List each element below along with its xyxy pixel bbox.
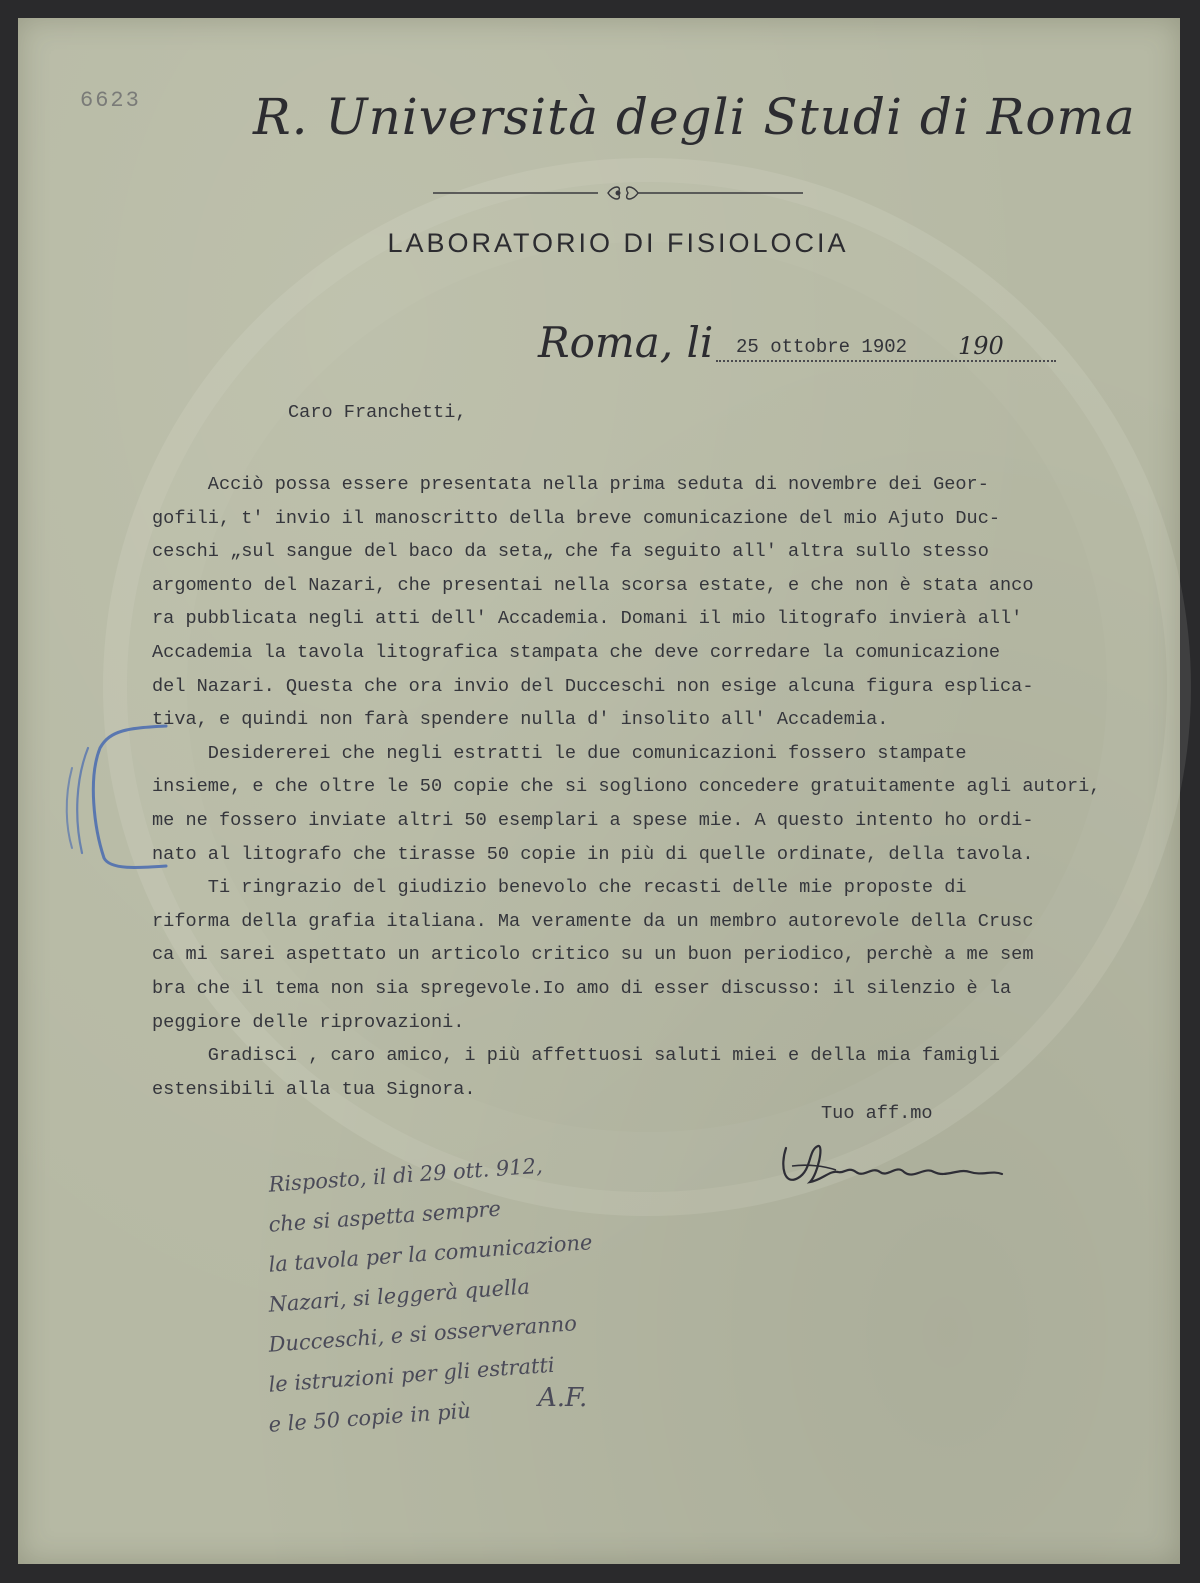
letter-line: Ti ringrazio del giudizio benevolo che recasti delle mie proposte di — [152, 877, 967, 899]
letter-line: peggiore delle riprovazioni. — [152, 1011, 465, 1033]
annotation-initials: A.F. — [538, 1383, 588, 1413]
letter-line: tiva, e quindi non farà spendere nulla d' insolito all' Accademia. — [152, 709, 889, 731]
date-rule — [716, 360, 1056, 362]
letter-line: Accademia la tavola litografica stampata che deve corredare la comunicazione — [152, 641, 1001, 663]
annotation-line: e le 50 copie in più — [267, 1398, 472, 1437]
letterhead-ornament — [433, 183, 803, 203]
printed-year-suffix: 190 — [958, 332, 1004, 360]
dateline-place: Roma, li — [538, 318, 714, 367]
annotation-line: Nazari, si leggerà quella — [267, 1274, 531, 1317]
letter-line: argomento del Nazari, che presentai nella scorsa estate, e che non è stata anco — [152, 574, 1034, 596]
dateline — [538, 318, 1068, 368]
letter-line: ca mi sarei aspettato un articolo critico su un buon periodico, perchè a me sem — [152, 944, 1034, 966]
handwritten-annotation — [267, 1148, 748, 1437]
annotation-line: le istruzioni per gli estratti — [267, 1352, 556, 1397]
letter-line: nato al litografo che tirasse 50 copie in più di quelle ordinate, della tavola. — [152, 843, 1034, 865]
letter-line: Gradisci , caro amico, i più affettuosi saluti miei e della mia famigli — [152, 1045, 1001, 1067]
letter-line: insieme, e che oltre le 50 copie che si sogliono concedere gratuitamente agli autori, — [152, 776, 1101, 798]
letter-line: ceschi „sul sangue del baco da seta„ che fa seguito all' altra sullo stesso — [152, 541, 989, 563]
archive-number: 6623 — [80, 88, 141, 113]
letter-line: riforma della grafia italiana. Ma veramente da un membro autorevole della Crusc — [152, 910, 1034, 932]
letter-body — [152, 468, 1192, 1106]
salutation: Caro Franchetti, — [288, 402, 467, 423]
closing: Tuo aff.mo — [821, 1103, 933, 1124]
letterhead-institution: R. Università degli Studi di Roma — [253, 88, 1136, 146]
letter-line: gofili, t' invio il manoscritto della breve comunicazione del mio Ajuto Duc- — [152, 507, 1001, 529]
annotation-line: che si aspetta sempre — [267, 1196, 502, 1237]
letter-line: estensibili alla tua Signora. — [152, 1078, 476, 1100]
blue-pencil-bracket — [58, 708, 168, 888]
signature — [778, 1126, 1008, 1196]
letter-line: Desidererei che negli estratti le due comunicazioni fossero stampate — [152, 742, 967, 764]
typed-date: 25 ottobre 1902 — [736, 336, 908, 358]
letter-line: bra che il tema non sia spregevole.Io amo di esser discusso: il silenzio è la — [152, 977, 1012, 999]
letter-sheet — [18, 18, 1180, 1564]
annotation-line: Ducceschi, e si osserveranno — [267, 1311, 578, 1357]
letter-line: me ne fossero inviate altri 50 esemplari a spese mie. A questo intento ho ordi- — [152, 809, 1034, 831]
letter-line: Acciò possa essere presentata nella prima seduta di novembre dei Geor- — [152, 474, 989, 495]
annotation-line: Risposto, il dì 29 ott. 912, — [267, 1153, 544, 1197]
letter-line: del Nazari. Questa che ora invio del Ducceschi non esige alcuna figura esplica- — [152, 675, 1034, 697]
letter-line: ra pubblicata negli atti dell' Accademia. Domani il mio litografo invierà all' — [152, 608, 1023, 630]
letterhead-department: LABORATORIO DI FISIOLOCIA — [387, 228, 849, 258]
annotation-line: la tavola per la comunicazione — [267, 1230, 594, 1277]
